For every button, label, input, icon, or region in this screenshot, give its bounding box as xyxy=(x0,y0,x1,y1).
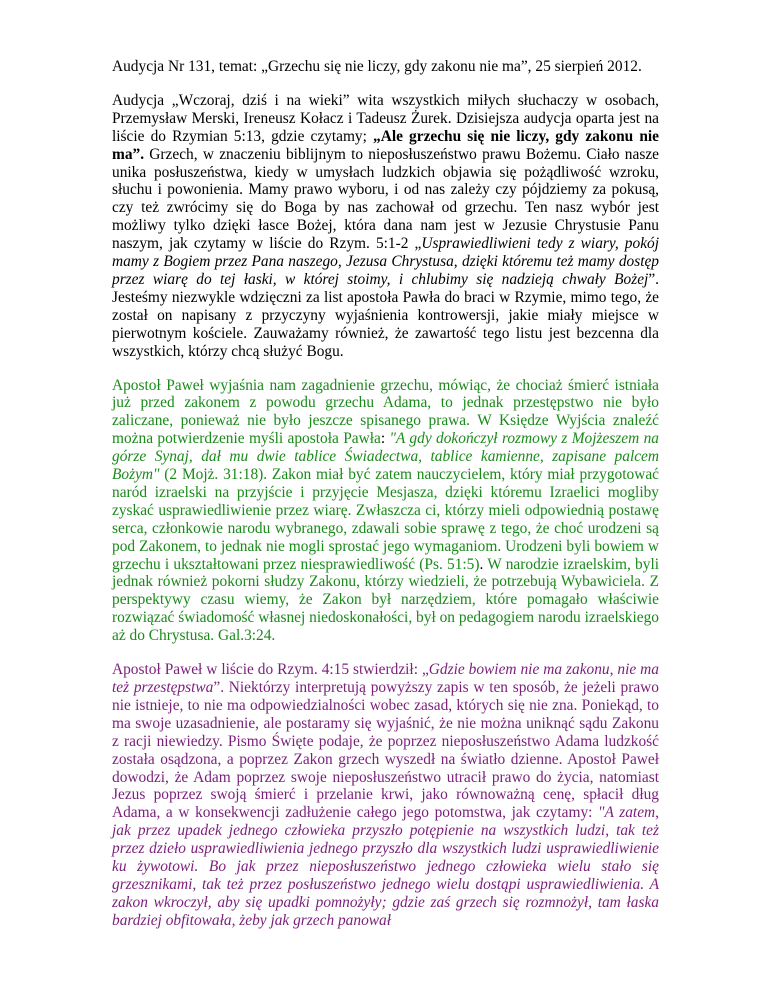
intro-bold-quote: „Ale grzechu się nie liczy, gdy zakonu nie ma”. xyxy=(112,127,659,163)
document-page xyxy=(112,58,659,946)
purple-italic-quote-2: "A zatem, jak przez upadek jednego człowieka przyszło potępienie na wszystkich ludzi, tak też przez dzieło usprawiedliwienia jednego przyszło dla wszystkich ludzi usprawiedliwienie ku żywotowi. Bo jak przez nieposłuszeństwo jednego człowieka wielu stało się grzesznikami, tak też przez posłuszeństwo jednego wielu dostąpi usprawiedliwienia. A zakon wkroczył, aby się upadki pomnożyły; gdzie zaś grzech się rozmnożył, tam łaska bardziej obfitowała, żeby jak grzech panował xyxy=(112,804,659,929)
paragraph-green xyxy=(112,377,659,646)
intro-text: Audycja „Wczoraj, dziś i na wieki” wita wszystkich miłych słuchaczy w osobach, Przemysław Merski, Ireneusz Kołacz i Tadeusz Żurek. Dzisiejsza audycja oparta jest na liście do Rzymian 5:13, gdzie czytamy; xyxy=(112,91,659,145)
intro-text-2: Grzech, w znaczeniu biblijnym to nieposłuszeństwo prawu Bożemu. Ciało nasze unika posłuszeństwa, kiedy w umysłach ludzkich objawia się pożądliwość wzroku, słuchu i powonienia. Mamy prawo wyboru, i od nas zależy czy pójdziemy za pokusą, czy też zwrócimy się do Boga by nas zachował od grzechu. Ten nasz wybór jest możliwy tylko dzięki łasce Bożej, która dana nam jest w Jezusie Chrystusie Panu naszym, jak czytamy w liście do Rzym. 5:1-2 „ xyxy=(112,145,659,253)
green-text: Apostoł Paweł wyjaśnia nam zagadnienie grzechu, mówiąc, że chociaż śmierć istniała już przed zakonem z powodu grzechu Adama, to jednak przestępstwo nie było zaliczane, ponieważ nie było jeszcze spisanego prawa. W Księdze Wyjścia znaleźć można potwierdzenie myśli apostoła Pawła xyxy=(112,376,659,448)
green-colon: : xyxy=(380,430,390,448)
document-title: Audycja Nr 131, temat: „Grzechu się nie liczy, gdy zakonu nie ma”, 25 sierpień 2012. xyxy=(112,58,642,75)
paragraph-intro xyxy=(112,92,659,361)
green-text-2: (2 Mojż. 31:18). Zakon miał być zatem nauczycielem, który miał przygotować naród izraelski na przyjście i przyjęcie Mesjasza, dzięki któremu Izraelici mogliby zyskać usprawiedliwienie przez wiarę. Zwłaszcza ci, którzy mieli odpowiednią postawę serca, członkowie narodu wybranego, zdawali sobie sprawę z tego, że choć urodzeni są pod Zakonem, to jednak nie mogli sprostać jego wymaganiom. Urodzeni byli bowiem w grzechu i ukształtowani przez niesprawiedliwość (Ps. 51:5) xyxy=(112,466,659,573)
green-dot: . xyxy=(479,555,484,573)
purple-text-2: ”. Niektórzy interpretują powyższy zapis w ten sposób, że jeżeli prawo nie istnieje, to nie ma odpowiedzialności wobec zasad, których się nie zna. Poniekąd, to ma swoje uzasadnienie, ale postaramy się wyjaśnić, że nie można uniknąć sądu Zakonu z racji niewiedzy. Pismo Święte podaje, że poprzez nieposłuszeństwo Adama ludzkość została osądzona, a poprzez Zakon grzech wyszedł na światło dzienne. Apostoł Paweł dowodzi, że Adam poprzez swoje nieposłuszeństwo utracił prawo do życia, natomiast Jezus poprzez swoją śmierć i przelanie krwi, jako równoważną cenę, spłacił dług Adama, a w konsekwencji zadłużenie całego jego potomstwa, jak czytamy: xyxy=(112,679,659,822)
purple-text: Apostoł Paweł w liście do Rzym. 4:15 stwierdził: „ xyxy=(112,661,429,679)
purple-italic-quote-1: Gdzie bowiem nie ma zakonu, nie ma też przestępstwa xyxy=(112,661,659,696)
intro-italic-quote: Usprawiedliwieni tedy z wiary, pokój mamy z Bogiem przez Pana naszego, Jezusa Chrystusa, dzięki któremu też mamy dostęp przez wiarę do tej łaski, w której stoimy, i chlubimy się nadzieją chwały Bożej xyxy=(112,235,659,288)
green-italic-quote: "A gdy dokończył rozmowy z Mojżeszem na górze Synaj, dał mu dwie tablice Świadectwa, tablice kamienne, zapisane palcem Bożym" xyxy=(112,430,659,484)
green-text-3: W narodzie izraelskim, byli jednak również pokorni słudzy Zakonu, którzy wiedzieli, że potrzebują Wybawiciela. Z perspektywy czasu wiemy, że Zakon był narzędziem, które pomagało właściwie rozwiązać świadomość własnej niedoskonałości, był on pedagogiem narodu izraelskiego aż do Chrystusa. Gal.3:24. xyxy=(112,555,660,645)
paragraph-purple xyxy=(112,661,659,930)
intro-text-3: ”. Jesteśmy niezwykle wdzięczni za list apostoła Pawła do braci w Rzymie, mimo tego, że został on napisany z przyczyny wyjaśnienia kontrowersji, jakie miały miejsce w pierwotnym kościele. Zauważamy również, że zawartość tego listu jest bezcenna dla wszystkich, którzy chcą służyć Bogu. xyxy=(112,270,659,360)
